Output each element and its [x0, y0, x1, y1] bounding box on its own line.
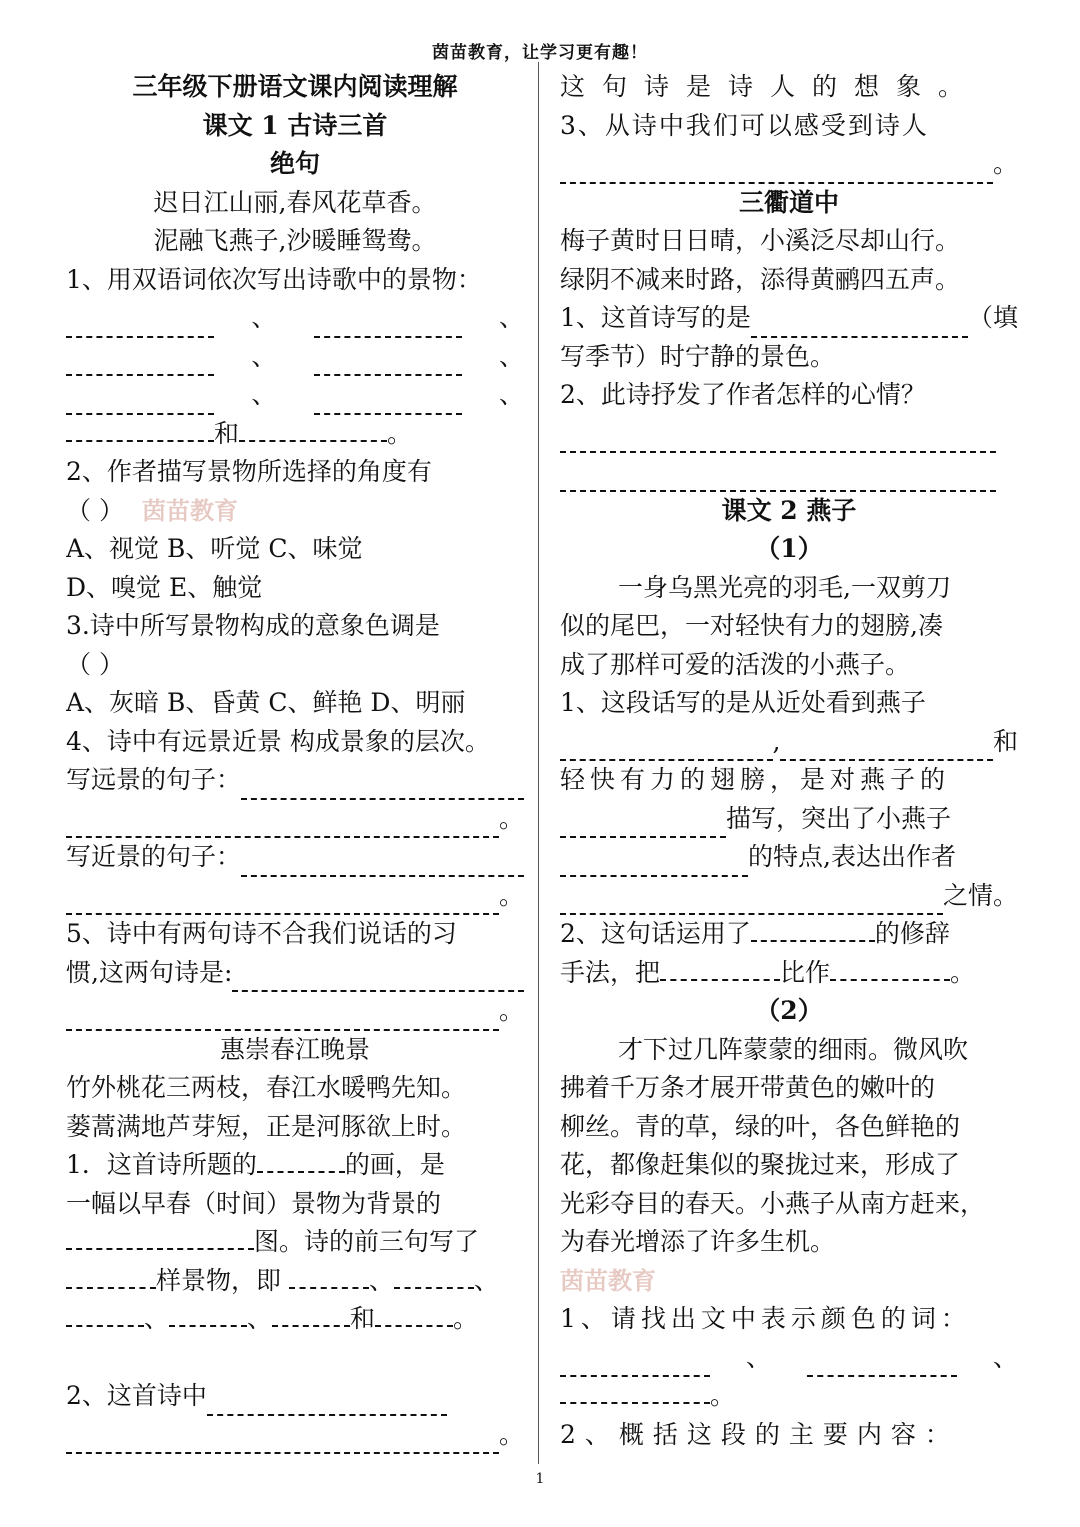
question-text: 的修辞: [874, 919, 950, 948]
poem2-q2: [66, 1377, 524, 1416]
answer-blank[interactable]: [66, 1430, 499, 1454]
answer-blank[interactable]: [560, 429, 996, 453]
question-text: （填: [967, 303, 1018, 332]
para2-line2: 拂着千万条才展开带黄色的嫩叶的: [560, 1073, 936, 1102]
right-column: [560, 68, 1018, 1454]
question-1: 1、用双语词依次写出诗歌中的景物：: [66, 264, 482, 294]
question-3-options: A、灰暗 B、昏黄 C、鲜艳 D、明丽: [66, 688, 466, 717]
answer-blank[interactable]: [66, 418, 214, 442]
answer-parens[interactable]: （ ）: [66, 649, 124, 679]
answer-parens-row: [66, 492, 524, 531]
separator: 、: [251, 341, 277, 371]
period: 。: [950, 957, 976, 987]
answer-blank[interactable]: [272, 1303, 350, 1327]
lesson2-title: 课文 2 燕子: [721, 495, 857, 525]
conjunction: 和: [350, 1304, 376, 1333]
answer-blank[interactable]: [560, 737, 773, 761]
answer-row: , 和: [560, 723, 1018, 762]
separator: 、: [144, 1304, 170, 1333]
answer-row: [560, 1377, 1018, 1416]
separator: 、: [498, 380, 524, 409]
answer-blank[interactable]: [807, 1353, 957, 1377]
poem1-line2: 泥融飞燕子,沙暖睡鸳鸯。: [153, 226, 437, 255]
answer-blank[interactable]: [239, 418, 387, 442]
answer-blank[interactable]: [314, 352, 462, 376]
page-header: 茵苗教育，让学习更有趣！: [432, 43, 648, 63]
poem2-q1-a: [66, 1146, 524, 1185]
s1-question-2-cont: [560, 954, 1018, 993]
answer-blank[interactable]: [314, 314, 462, 338]
answer-row: [66, 800, 524, 839]
answer-row: [560, 877, 1018, 916]
answer-blank[interactable]: [66, 391, 214, 415]
answer-row: [560, 453, 1018, 492]
near-view-label: 写近景的句子：: [66, 842, 242, 871]
para2-line6: 为春光增添了许多生机。: [560, 1227, 836, 1256]
s2-question-2: 2、概括这段的主要内容：: [560, 1419, 959, 1449]
poem1-title: 绝句: [269, 149, 320, 178]
conjunction: 和: [214, 418, 240, 448]
answer-row: [560, 1339, 1018, 1378]
period: 。: [453, 1304, 479, 1333]
period: 。: [710, 1381, 736, 1410]
question-text: 比作: [780, 957, 831, 987]
question-text: 1、这首诗写的是: [560, 303, 751, 332]
period: 。: [498, 1419, 524, 1449]
answer-row: [66, 992, 524, 1031]
answer-row: [66, 877, 524, 916]
section-1-label: （1）: [755, 534, 823, 563]
poem2-q1-f: [66, 1300, 524, 1339]
question-2-options-a: A、视觉 B、听觉 C、味觉: [66, 534, 363, 563]
watermark: 茵苗教育: [560, 1265, 656, 1295]
answer-blank[interactable]: [751, 314, 968, 338]
period: 。: [387, 418, 413, 448]
period: 。: [498, 803, 524, 833]
answer-blank[interactable]: [241, 853, 524, 877]
separator: 、: [251, 303, 277, 332]
answer-blank[interactable]: [394, 1265, 474, 1289]
page-number: 1: [535, 1471, 545, 1487]
question-text: 描写，突出了小燕子: [726, 803, 952, 833]
answer-blank[interactable]: [207, 1392, 447, 1416]
s2-question-1: 1、请找出文中表示颜色的词：: [560, 1304, 971, 1333]
answer-blank[interactable]: [660, 957, 780, 981]
poem2-line2: 蒌蒿满地芦芽短，正是河豚欲上时。: [66, 1111, 467, 1141]
para2-line4: 花，都像赶集似的聚拢过来，形成了: [560, 1150, 961, 1179]
separator: 、: [247, 1304, 273, 1333]
separator: 、: [368, 1265, 394, 1295]
answer-row: [66, 1416, 524, 1455]
period: 。: [992, 149, 1018, 178]
left-column: [66, 68, 524, 1454]
answer-blank[interactable]: [66, 1265, 156, 1289]
far-view-label: 写远景的句子：: [66, 765, 242, 794]
answer-row: [560, 415, 1018, 454]
answer-blank[interactable]: [314, 391, 462, 415]
separator: 、: [992, 1342, 1018, 1372]
para1-line1: 一身乌黑光亮的羽毛,一双剪刀: [618, 572, 951, 602]
answer-row: [560, 145, 1018, 184]
poem3-q1-cont: 写季节）时宁静的景色。: [560, 341, 836, 371]
section-2-label: （2）: [755, 996, 823, 1025]
poem1-line1: 迟日江山丽,春风花草香。: [153, 187, 437, 217]
para1-line3: 成了那样可爱的活泼的小燕子。: [560, 649, 911, 679]
para2-line5: 光彩夺目的春天。小燕子从南方赶来，: [560, 1188, 986, 1218]
para2-line3: 柳丝。青的草，绿的叶，各色鲜艳的: [560, 1111, 961, 1141]
answer-row: [560, 838, 1018, 877]
separator: 、: [251, 380, 277, 409]
answer-blank[interactable]: [241, 776, 524, 800]
lesson1-title: 课文 1 古诗三首: [202, 110, 388, 140]
answer-blank[interactable]: [375, 1303, 453, 1327]
poem3-title: 三衢道中: [738, 187, 839, 217]
answer-blank[interactable]: [560, 1380, 710, 1404]
answer-blank[interactable]: [257, 1149, 345, 1173]
answer-blank[interactable]: [169, 1303, 247, 1327]
answer-row: [560, 800, 1018, 839]
answer-blank[interactable]: [66, 891, 499, 915]
para2-line1: 才下过几阵蒙蒙的细雨。微风吹: [618, 1034, 969, 1064]
poem3-q2: 2、此诗抒发了作者怎样的心情？: [560, 380, 926, 409]
answer-blank[interactable]: [560, 160, 993, 184]
answer-blank[interactable]: [232, 968, 524, 992]
period: 。: [498, 880, 524, 910]
answer-blank[interactable]: [751, 918, 875, 942]
conjunction: 和: [992, 726, 1018, 756]
watermark-row: [560, 1262, 1018, 1301]
watermark: 茵苗教育: [141, 495, 238, 525]
poem2-q1-d: [66, 1223, 524, 1262]
question-text: 图。诗的前三句写了: [254, 1227, 480, 1256]
answer-blank[interactable]: [289, 1265, 369, 1289]
s1-question-2: [560, 915, 1018, 954]
right-question-3: 3、从诗中我们可以感受到诗人: [560, 110, 929, 140]
poem3-line2: 绿阴不减来时路，添得黄鹂四五声。: [560, 264, 961, 294]
answer-row: [66, 415, 524, 454]
answer-blank[interactable]: [66, 1303, 144, 1327]
separator: 、: [498, 341, 524, 371]
question-text: 的特点,表达出作者: [748, 842, 956, 871]
poem2-q1-e: [66, 1262, 524, 1301]
question-5-text: 惯,这两句诗是:: [66, 957, 233, 987]
answer-blank[interactable]: [780, 737, 993, 761]
para1-line2: 似的尾巴，一对轻快有力的翅膀,凑: [560, 611, 943, 640]
poem3-q1: [560, 299, 1018, 338]
question-5: 5、诗中有两句诗不合我们说话的习: [66, 919, 457, 948]
period: 。: [498, 996, 524, 1025]
s1-q1-cont: 轻快有力的翅膀，是对燕子的: [560, 765, 951, 794]
column-divider: [538, 62, 539, 1464]
answer-row: [66, 338, 524, 377]
question-text: 2、这句话运用了: [560, 919, 751, 948]
question-text: 1．这首诗所题的: [66, 1150, 257, 1179]
poem2-line1: 竹外桃花三两枝，春江水暖鸭先知。: [66, 1073, 467, 1102]
answer-blank[interactable]: [560, 853, 748, 877]
answer-blank[interactable]: [66, 314, 214, 338]
answer-blank[interactable]: [560, 891, 943, 915]
answer-parens[interactable]: （ ）: [66, 495, 124, 525]
s1-question-1: 1、这段话写的是从近处看到燕子: [560, 688, 926, 717]
answer-blank[interactable]: [560, 468, 996, 492]
question-2-options-b: D、嗅觉 E、触觉: [66, 572, 263, 602]
far-view-row: [66, 761, 524, 800]
answer-blank[interactable]: [66, 1226, 254, 1250]
answer-blank[interactable]: [560, 814, 726, 838]
question-text: 的画，是: [344, 1150, 445, 1179]
answer-blank[interactable]: [830, 957, 950, 981]
answer-blank[interactable]: [66, 352, 214, 376]
question-2: 2、作者描写景物所选择的角度有: [66, 457, 432, 486]
right-line-1: 这句诗是诗人的想象。: [560, 72, 981, 101]
poem2-title: 惠崇春江晚景: [219, 1034, 370, 1064]
question-5-cont: [66, 954, 524, 993]
near-view-row: [66, 838, 524, 877]
question-text: 样景物，即: [156, 1265, 282, 1295]
separator: 、: [473, 1265, 499, 1295]
answer-blank[interactable]: [560, 1353, 710, 1377]
answer-blank[interactable]: [66, 814, 499, 838]
question-3: 3.诗中所写景物构成的意象色调是: [66, 611, 440, 640]
question-text: 手法，把: [560, 957, 661, 987]
answer-row: [66, 299, 524, 338]
separator: 、: [745, 1342, 771, 1372]
question-text: 2、这首诗中: [66, 1381, 207, 1410]
poem2-q1-c: 一幅以早春（时间）景物为背景的: [66, 1188, 442, 1218]
poem3-line1: 梅子黄时日日晴，小溪泛尽却山行。: [560, 226, 961, 255]
worksheet-title: 三年级下册语文课内阅读理解: [132, 72, 458, 101]
question-4: 4、诗中有远景近景 构成景象的层次。: [66, 726, 490, 756]
separator: 、: [498, 303, 524, 332]
question-text: 之情。: [942, 880, 1018, 910]
answer-row: [66, 376, 524, 415]
answer-blank[interactable]: [66, 1007, 499, 1031]
